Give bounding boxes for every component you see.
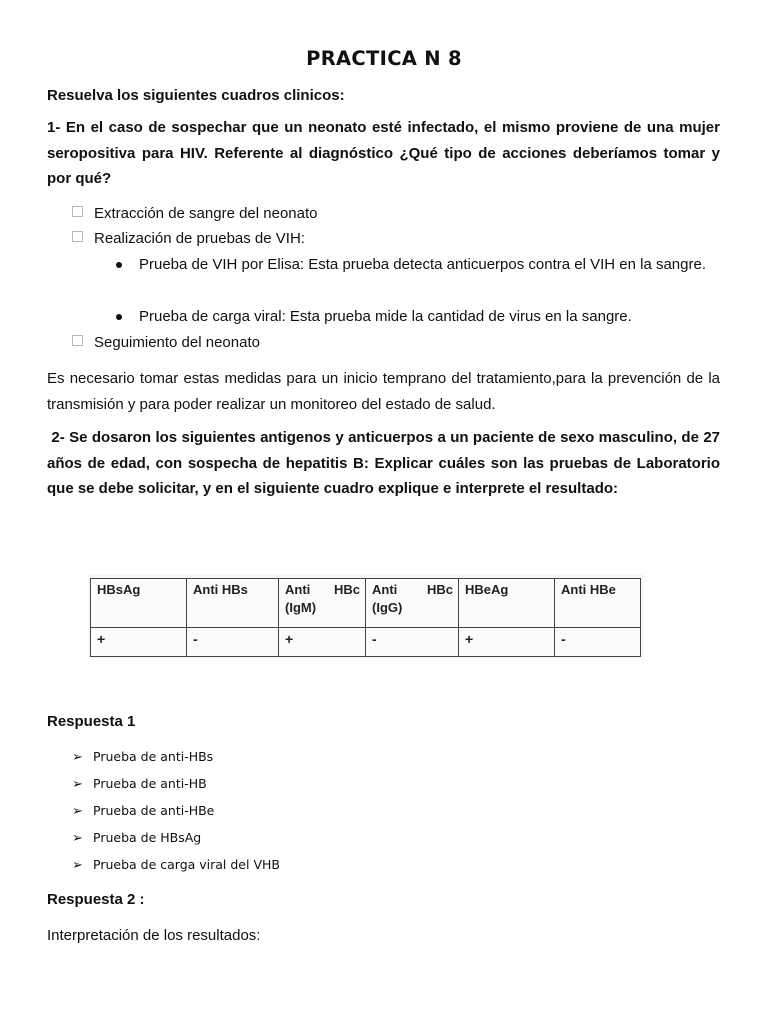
table-header-row [91, 579, 641, 628]
answer-list-item-label: Prueba de anti-HBe [93, 803, 215, 818]
answer-list-item [72, 828, 201, 849]
answer-list-item-label: Prueba de anti-HB [93, 776, 207, 791]
arrow-bullet-icon: ➢ [72, 831, 83, 846]
arrow-bullet-icon: ➢ [72, 750, 83, 765]
list-item [72, 330, 260, 355]
results-table-image [88, 574, 643, 658]
table-cell: - [366, 628, 459, 657]
bullet-icon [116, 262, 122, 268]
results-table [90, 578, 641, 657]
table-cell: + [279, 628, 366, 657]
table-header-cell: Anti HBc (IgG) [366, 579, 459, 628]
answer-list-item [72, 855, 280, 876]
arrow-bullet-icon: ➢ [72, 858, 83, 873]
page-title: PRACTICA N 8 [306, 47, 462, 70]
answer-list-item-label: Prueba de anti-HBs [93, 749, 214, 764]
sub-list-item-label: Prueba de carga viral: Esta prueba mide la cantidad de virus en la sangre. [139, 308, 632, 325]
sub-list-item [118, 304, 721, 330]
bullet-icon [116, 314, 122, 320]
table-header-cell: Anti HBe [555, 579, 641, 628]
arrow-bullet-icon: ➢ [72, 777, 83, 792]
answer-list-item-label: Prueba de carga viral del VHB [93, 857, 280, 872]
sub-list-item-label: Prueba de VIH por Elisa: Esta prueba detecta anticuerpos contra el VIH en la sangre. [139, 256, 706, 273]
arrow-bullet-icon: ➢ [72, 804, 83, 819]
question-1: 1- En el caso de sospechar que un neonato esté infectado, el mismo proviene de una mujer seropositiva para HIV. Referente al diagnóstico ¿Qué tipo de acciones deberíamos tomar y por qué? [47, 119, 720, 188]
list-item [72, 201, 317, 226]
list-item-label: Seguimiento del neonato [94, 334, 260, 351]
conclusion-text: Es necesario tomar estas medidas para un inicio temprano del tratamiento,para la prevención de la transmisión y para poder realizar un monitoreo del estado de salud. [47, 370, 720, 413]
answer-list-item [72, 774, 207, 795]
intro-text: Resuelva los siguientes cuadros clinicos: [47, 87, 345, 104]
answer-list-item [72, 747, 213, 768]
interpretation-text: Interpretación de los resultados: [47, 927, 261, 944]
sub-list-item [118, 252, 721, 278]
answer-1-heading: Respuesta 1 [47, 713, 136, 730]
list-item-label: Extracción de sangre del neonato [94, 205, 318, 222]
table-header-cell: HBeAg [459, 579, 555, 628]
answer-2-heading: Respuesta 2 : [47, 891, 145, 908]
table-cell: - [555, 628, 641, 657]
answer-list-item [72, 801, 214, 822]
table-header-cell: Anti HBc (IgM) [279, 579, 366, 628]
answer-list-item-label: Prueba de HBsAg [93, 830, 202, 845]
question-2: 2- Se dosaron los siguientes antigenos y anticuerpos a un paciente de sexo masculino, de 27 años de edad, con sospecha de hepatitis B: Explicar cuáles son las pruebas de Laboratorio que se debe solicitar, y en el siguiente cuadro explique e interprete el resultado: [47, 429, 725, 498]
table-cell: + [459, 628, 555, 657]
table-row [91, 628, 641, 657]
checkbox-square-icon [72, 206, 83, 217]
list-item [72, 226, 305, 251]
checkbox-square-icon [72, 231, 83, 242]
checkbox-square-icon [72, 335, 83, 346]
table-header-cell: Anti HBs [187, 579, 279, 628]
table-header-cell: HBsAg [91, 579, 187, 628]
table-cell: + [91, 628, 187, 657]
table-cell: - [187, 628, 279, 657]
list-item-label: Realización de pruebas de VIH: [94, 230, 305, 247]
